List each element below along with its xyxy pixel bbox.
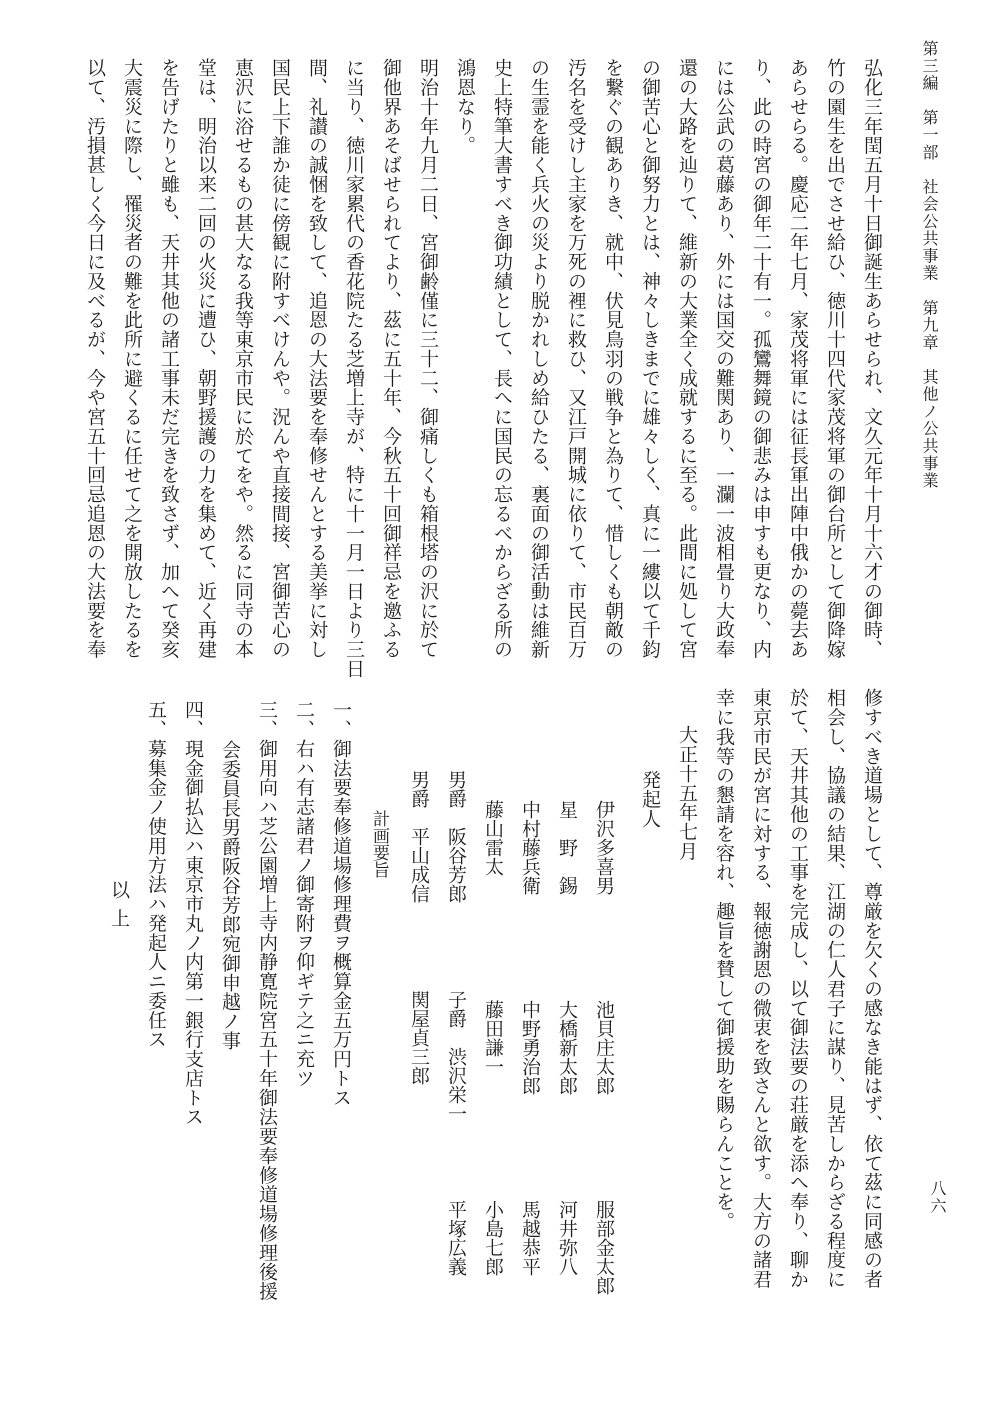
text-column: り、此の時宮の御年二十有一。孤鸞舞鏡の御悲みは申すも更なり、内 (750, 58, 772, 659)
promoter-name: 男爵 平山成信 (408, 770, 430, 903)
text-column: を告げたりと雖も、天井其他の諸工事未だ完きを致さず、加へて癸亥 (158, 58, 180, 659)
promoter-name: 伊沢多喜男 (593, 800, 615, 895)
text-column: 相会し、協議の結果、江湖の仁人君子に謀り、見苦しからざる程度に (824, 688, 846, 1289)
text-column: を繋ぐの観ありき、就中、伏見鳥羽の戦争と為りて、惜しくも朝敵の (602, 58, 624, 659)
text-column: 国民上下誰か徒に傍観に附すべけんや。況んや直接間接、宮御苦心の (269, 58, 291, 659)
text-column: には公武の葛藤あり、外には国交の難関あり、一瀾一波相畳り大政奉 (713, 58, 735, 659)
text-column: の御苦心と御努力とは、神々しきまでに雄々しく、真に一縷以て千鈞 (639, 58, 661, 659)
plan-title: 計画要旨 (369, 810, 389, 878)
text-column: 鴻恩なり。 (454, 58, 476, 155)
text-column: 還の大路を辿りて、維新の大業全く成就するに至る。此間に処して宮 (676, 58, 698, 659)
text-column: 於て、天井其他の工事を完成し、以て御法要の荘厳を添へ奉り、聊か (787, 688, 809, 1289)
text-column: 間、礼讃の誠悃を致して、追恩の大法要を奉修せんとする美挙に対し (306, 58, 328, 659)
text-column: 御他界あそばせられてより、茲に五十年、今秋五十回御祥忌を邀ふる (380, 58, 402, 659)
date: 大正十五年七月 (676, 725, 698, 861)
text-column: 竹の園生を出でさせ給ひ、徳川十四代家茂将軍の御台所として御降嫁 (824, 58, 846, 659)
text-column: 弘化三年閏五月十日御誕生あらせられ、文久元年十月十六才の御時、 (861, 58, 883, 659)
promoter-name: 馬越恭平 (519, 1200, 541, 1276)
text-column: 大震災に際し、罹災者の難を此所に避くるに任せて之を開放したるを (121, 58, 143, 659)
promoter-name: 平塚広義 (445, 1200, 467, 1276)
plan-item: 二、右ハ有志諸君ノ御寄附ヲ仰ギテ之ニ充ツ (293, 700, 315, 1088)
running-title: 第三編 第一部 社会公共事業 第九章 其他ノ公共事業 (920, 40, 939, 490)
promoter-name: 中村藤兵衛 (519, 800, 541, 895)
plan-item: 三、御用向ハ芝公園増上寺内静寛院宮五十年御法要奉修道場修理後援 (256, 700, 278, 1301)
promoter-row (588, 800, 622, 1360)
promoter-name: 池貝庄太郎 (593, 1000, 615, 1095)
promoter-name: 子爵 渋沢栄一 (445, 990, 467, 1123)
text-column: 堂は、明治以来二回の火災に遭ひ、朝野援護の力を集めて、近く再建 (195, 58, 217, 659)
promoter-name: 藤山雷太 (482, 800, 504, 876)
promoter-name: 関屋貞三郎 (408, 990, 430, 1085)
promoters-label: 発起人 (639, 770, 661, 829)
promoter-row (551, 800, 585, 1360)
promoter-row (514, 800, 548, 1360)
promoter-row (477, 800, 511, 1360)
text-column: 明治十年九月二日、宮御齢僅に三十二、御痛しくも箱根塔の沢に於て (417, 58, 439, 659)
text-column: 東京市民が宮に対する、報徳謝恩の微衷を致さんと欲す。大方の諸君 (750, 688, 772, 1289)
text-column: に当り、徳川家累代の香花院たる芝増上寺が、特に十一月一日より三日 (343, 58, 365, 679)
page-number: 八六 (928, 1180, 947, 1215)
promoter-name: 小島七郎 (482, 1200, 504, 1276)
promoter-name: 星 野 錫 (556, 800, 578, 895)
text-column: 史上特筆大書すべき御功績として、長へに国民の忘るべからざる所の (491, 58, 513, 659)
closing-mark: 以上 (108, 880, 130, 937)
plan-item: 五、募集金ノ使用方法ハ発起人ニ委任ス (145, 700, 167, 1049)
text-column: 修すべき道場として、尊厳を欠くの感なき能はず、依て茲に同感の者 (861, 688, 883, 1289)
promoter-name: 中野勇治郎 (519, 1000, 541, 1095)
promoter-name: 藤田謙一 (482, 1000, 504, 1076)
text-column: 以て、汚損甚しく今日に及べるが、今や宮五十回忌追恩の大法要を奉 (84, 58, 106, 659)
promoter-name: 服部金太郎 (593, 1200, 615, 1295)
plan-item: 会委員長男爵阪谷芳郎宛御申越ノ事 (219, 740, 241, 1051)
text-column: 恵沢に浴せるもの甚大なる我等東京市民に於てをや。然るに同寺の本 (232, 58, 254, 659)
plan-item: 一、御法要奉修道場修理費ヲ概算金五万円トス (330, 700, 352, 1107)
promoter-name: 大橋新太郎 (556, 1000, 578, 1095)
text-column: あらせらる。慶応二年七月、家茂将軍には征長軍出陣中俄かの薨去あ (787, 58, 809, 659)
text-column: 汚名を受けし主家を万死の裡に救ひ、又江戸開城に依りて、市民百万 (565, 58, 587, 659)
promoter-name: 河井弥八 (556, 1200, 578, 1276)
promoter-name: 男爵 阪谷芳郎 (445, 770, 467, 903)
plan-item: 四、現金御払込ハ東京市丸ノ内第一銀行支店トス (182, 700, 204, 1127)
promoter-row (440, 770, 474, 1330)
text-column: の生霊を能く兵火の災より脱かれしめ給ひたる、裏面の御活動は維新 (528, 58, 550, 659)
promoter-row (403, 770, 437, 1330)
text-column: 幸に我等の懇請を容れ、趣旨を賛して御援助を賜らんことを。 (713, 688, 735, 1231)
